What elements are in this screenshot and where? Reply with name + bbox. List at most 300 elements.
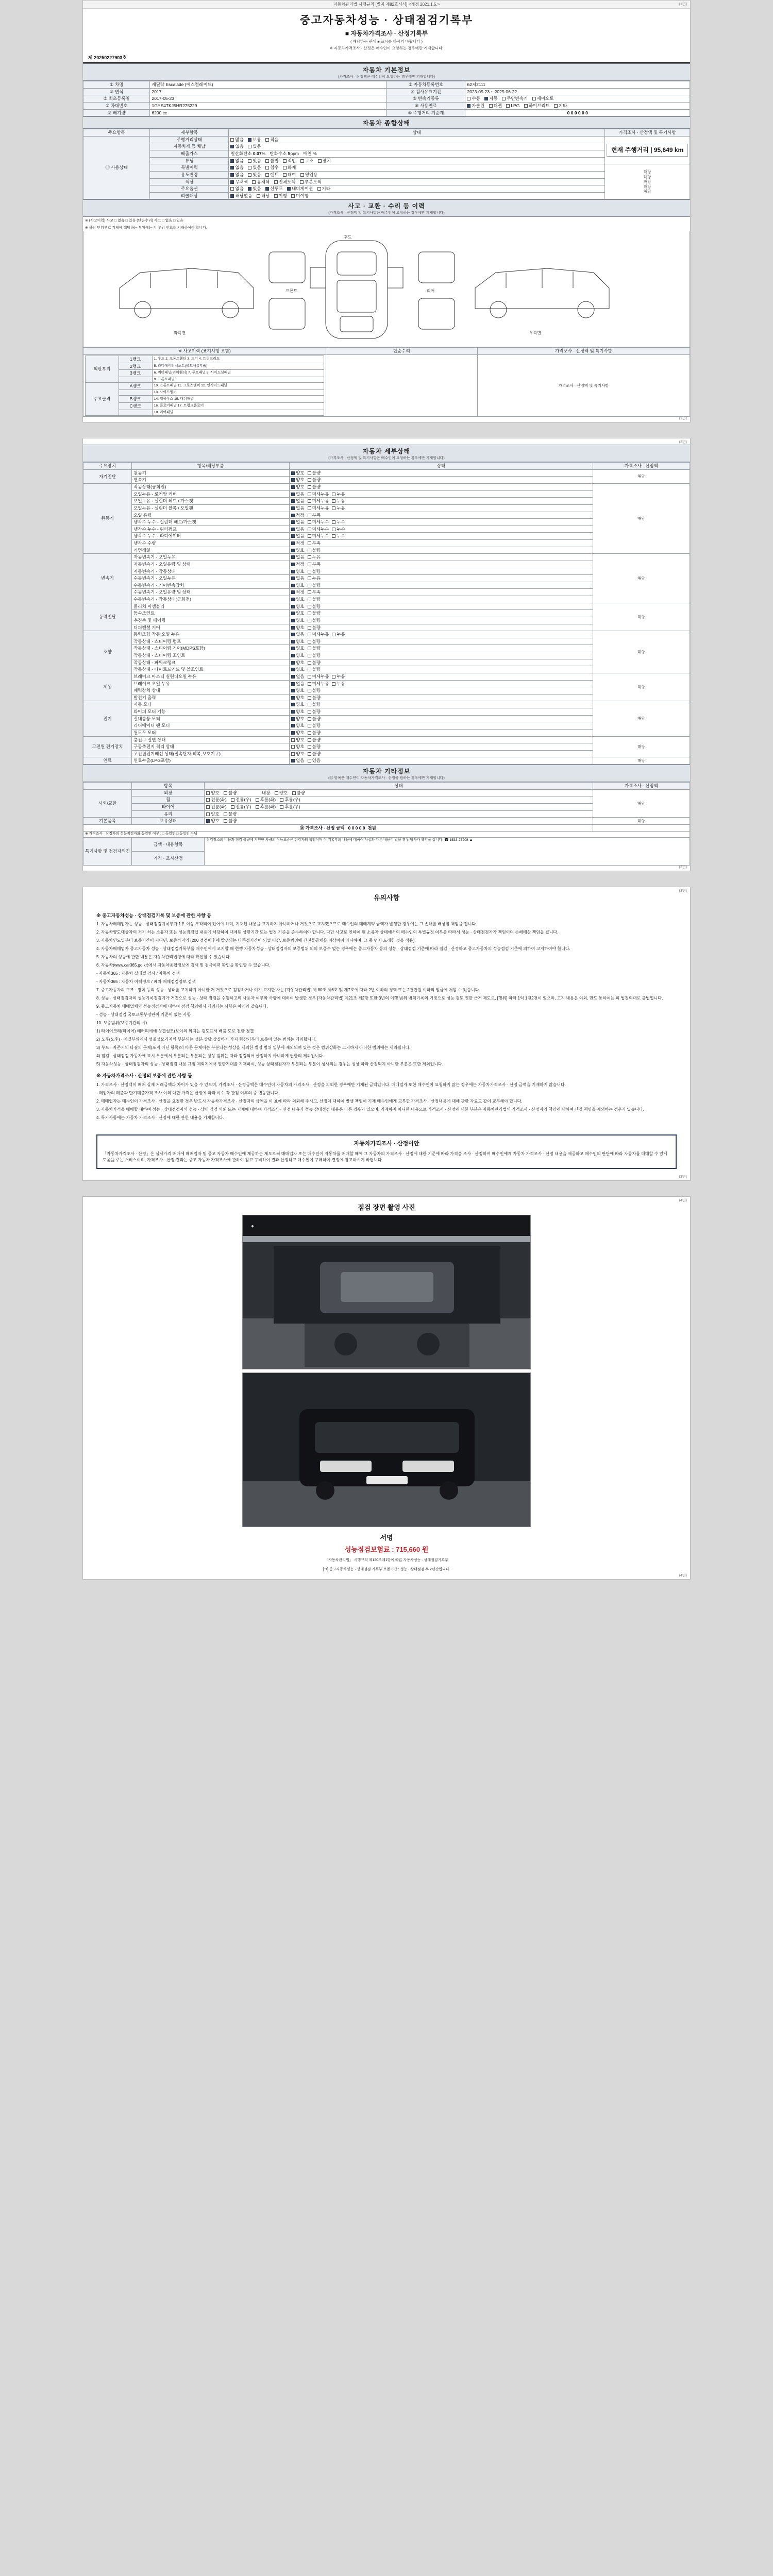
detail-opt-누수[interactable] [332, 519, 345, 525]
exterior-opt-bad[interactable]: 불량 [224, 790, 237, 796]
tuning-opt-exist[interactable]: 있음 [248, 158, 261, 164]
transmission-opt-semiauto[interactable]: 세미오토 [532, 96, 554, 101]
detail-opt-누수[interactable] [332, 527, 345, 532]
label-inspect-valid: ④ 검사유효기간 [386, 88, 465, 95]
detail-opt-누유[interactable] [332, 505, 345, 511]
tuning-sub-structure[interactable]: 구조 [300, 158, 313, 164]
accident-note-1: ※ (사고이력) 사고 □ 없음 □ 있음 (단순수리) 사고 □ 없음 □ 있음 [85, 219, 183, 223]
recall-sub-done[interactable]: 이행 [274, 193, 287, 199]
detail-opt-불량[interactable] [308, 646, 321, 651]
glass-opt-good[interactable]: 양호 [206, 811, 219, 817]
notice-item-13: 1) 타이어크래(타이어) 배터리에에 성결설모(보이의 외지는 검도표서 배출 도로 전한 청결 [96, 1029, 254, 1034]
glass-opt-bad[interactable]: 불량 [224, 811, 237, 817]
section-band-accident [83, 199, 690, 217]
checkbox-icon [308, 534, 311, 538]
tuning-sub-legal[interactable]: 적법 [283, 158, 296, 164]
detail-item-label: 브레이크 마스터 실린더오일 누유 [132, 673, 290, 680]
value-reg-no: 62저2111 [465, 81, 690, 89]
detail-opt-label: 누수 [337, 526, 345, 532]
usage-sub-commercial[interactable]: 영업용 [300, 172, 318, 178]
detail-opt-label: 누수 [337, 519, 345, 525]
detail-opt-미세누유[interactable] [308, 674, 329, 680]
checkbox-icon [308, 668, 311, 671]
detail-opt-label: 불량 [312, 638, 321, 644]
basic-opt-good[interactable]: 양호 [206, 818, 219, 824]
wheel-rr[interactable]: 후륜(우) [280, 797, 300, 803]
detail-opt-미세누유[interactable] [308, 505, 329, 511]
detail-item-options [290, 631, 593, 638]
detail-opt-양호[interactable] [291, 625, 304, 631]
detail-opt-누유[interactable] [332, 498, 345, 504]
detail-opt-불량[interactable] [308, 625, 321, 631]
checkbox-icon [256, 798, 259, 802]
col-price-note: 가격조사 · 산정액 및 특기사항 [605, 129, 690, 137]
detail-group-6: 전기 [83, 701, 132, 736]
detail-price-cell: 해당 [593, 757, 690, 765]
detail-opt-양호[interactable] [291, 653, 304, 658]
detail-opt-누유[interactable] [332, 681, 345, 687]
wheel-fl[interactable]: 전륜(좌) [206, 797, 226, 803]
detail-opt-label: 부족 [312, 561, 321, 567]
detail-item-label: 자동변속기 - 오일유량 및 상태 [132, 561, 290, 568]
checkbox-icon [291, 619, 295, 622]
label-odometer-std: ⑩ 주행거리 기준계 [386, 109, 465, 116]
detail-opt-없음[interactable] [291, 533, 304, 539]
detail-opt-미세누유[interactable] [308, 632, 329, 637]
mileage-opt-high[interactable]: 많음 [230, 137, 243, 143]
detail-opt-미세누유[interactable] [308, 492, 329, 497]
detail-item-options [290, 596, 593, 603]
options-opt-none[interactable]: 없음 [230, 186, 243, 192]
basic-item-label: 보유상태 [132, 818, 205, 825]
other-opts-wheel [205, 796, 593, 804]
detail-opt-부족[interactable] [308, 562, 321, 567]
tire-fl[interactable]: 전륜(좌) [206, 804, 226, 810]
checkbox-icon [291, 493, 295, 496]
tuning-opt-none[interactable]: 없음 [230, 158, 243, 164]
col-accident-price-note: 가격조사 · 산정액 및 특기사항 [478, 348, 690, 355]
detail-opt-양호[interactable] [291, 611, 304, 616]
notice-item-10: 9. 중고자동차 매매업체의 성능점검자에 대하여 점검 책임에서 제외되는 사항은 아래와 같습니다. [96, 1004, 268, 1009]
checkbox-icon [291, 647, 295, 650]
detail-opt-양호[interactable] [291, 695, 304, 701]
interior-opt-bad[interactable]: 불량 [292, 790, 305, 796]
tuning-sub-device[interactable]: 장치 [318, 158, 331, 164]
detail-opt-label: 불량 [312, 611, 321, 616]
detail-opt-없음[interactable] [291, 492, 304, 497]
detail-opt-label: 없음 [296, 632, 305, 637]
mileage-opt-low[interactable]: 적음 [265, 137, 278, 143]
checkbox-icon [332, 633, 335, 636]
detail-opt-없음[interactable] [291, 632, 304, 637]
checkbox-icon [308, 640, 311, 643]
detail-opt-불량[interactable] [308, 667, 321, 672]
detail-opt-없음[interactable] [291, 575, 304, 581]
wheel-rl[interactable]: 후륜(좌) [256, 797, 276, 803]
checkbox-icon [206, 819, 210, 823]
photo-2-graphic [243, 1373, 530, 1527]
checkbox-icon [291, 534, 295, 538]
detail-opt-label: 누수 [337, 533, 345, 539]
row-label-emission: 배출가스 [150, 150, 229, 158]
checkbox-icon [224, 812, 227, 816]
recall-sub-notdone[interactable]: 미이행 [291, 193, 309, 199]
detail-item-options [290, 547, 593, 554]
detail-opt-누유[interactable] [332, 674, 345, 680]
rank-items-a2: 13. 사이드멤버 [152, 389, 324, 395]
checkbox-icon [283, 166, 287, 170]
checkbox-icon [291, 605, 295, 608]
price-notice-item-2: 2. 매매업자는 매수인이 가격조사 · 산정을 요청한 경우 반드시 자동차가격조사 · 산정자의 금액을 이 표에 따라 의뢰해 주시고, 산정액 대하여 발생 책임이 기재 매수인에게 교부한 가격조사 · 산정내용에 대해 관한 자료도 같이 교부해야 합니다. [96, 1098, 523, 1104]
detail-item-label: 수동변속기 - 오일유량 및 상태 [132, 589, 290, 596]
detail-opt-label: 있음 [312, 758, 321, 764]
col-detail-price: 가격조사 · 산정액 [593, 463, 690, 470]
checkbox-icon [524, 104, 528, 108]
fuel-options [465, 102, 690, 109]
row-opts-mileage [229, 136, 605, 143]
photos-title: 점검 장면 촬영 사진 [358, 1203, 415, 1211]
detail-opt-적정[interactable] [291, 540, 304, 546]
mileage-opt-normal[interactable]: 보통 [248, 137, 261, 143]
page-corner-label-4: (4면) [679, 1198, 687, 1202]
detail-opt-불량[interactable] [308, 702, 321, 707]
detail-item-label: 오일누유 - 로커암 커버 [132, 490, 290, 498]
page-3 [82, 887, 691, 1181]
other-opts-glass [205, 810, 593, 818]
detail-opt-불량[interactable] [308, 653, 321, 658]
checkbox-icon [291, 506, 295, 510]
checkbox-icon [265, 187, 269, 191]
detail-opt-불량[interactable] [308, 618, 321, 623]
detail-opt-없음[interactable] [291, 527, 304, 532]
detail-item-label: 수동변속기 - 작동상태(공회전) [132, 596, 290, 603]
value-odometer-std: 0 0 0 0 0 0 [465, 109, 690, 116]
fuel-opt-lpg[interactable]: LPG [506, 103, 519, 109]
table-row [83, 484, 690, 491]
checkbox-icon [308, 633, 311, 636]
detail-opt-양호[interactable] [291, 646, 304, 651]
rank-label-3: 3랭크 [119, 370, 152, 377]
detail-item-options [290, 645, 593, 652]
detail-opt-미세누수[interactable] [308, 533, 329, 539]
recall-opt-yes[interactable]: 해당 [257, 193, 270, 199]
notice-item-1: 2. 자동차양도대상자의 거기 처는 소유자 또는 성능점검업 내용에 해당하여 대체된 상한기간 또는 법정 기준을 준수하여야 합니다. 다만 사고로 인하여 현 소유자 상태에서의 매수인의 특별규정 여부를 따라서 성능 · 상태점검자가 책임이며 손해배상 책임을 집니다. [96, 930, 559, 935]
detail-opt-양호[interactable] [291, 604, 304, 609]
rank-items-c2: 18. 리어패널 [152, 410, 324, 415]
detail-price-cell: 해당 [593, 469, 690, 483]
history-opt-exist[interactable]: 있음 [248, 165, 261, 171]
checkbox-icon [484, 97, 488, 100]
checkbox-icon [230, 138, 234, 142]
detail-opt-양호[interactable] [291, 477, 304, 483]
detail-opt-양호[interactable] [291, 688, 304, 693]
notice-body [83, 905, 690, 1128]
detail-item-label: 오일누유 - 실린더 헤드 / 가스켓 [132, 498, 290, 505]
detail-opt-label: 양호 [296, 617, 305, 623]
detail-opt-양호[interactable] [291, 597, 304, 602]
fuel-opt-diesel[interactable]: 디젤 [489, 103, 502, 109]
detail-opt-label: 양호 [296, 603, 305, 609]
detail-opt-누유[interactable] [308, 554, 321, 560]
detail-item-options [290, 701, 593, 708]
checkbox-icon [308, 570, 311, 573]
detail-opt-label: 양호 [296, 582, 305, 588]
page-footer-label-2: (2면) [679, 865, 687, 869]
detail-item-label: 오일누유 - 실린더 블록 / 오일팬 [132, 504, 290, 512]
special-note-text: 점검장소의 비용과 점검 불량에 기인한 차량의 성능보증은 점검자의 책임이며 이 기록부의 내용에 대하여 사실과 다른 내용이 있을 경우 당사가 책임을 집니다. ☎ 1533-27208 ▲ [205, 837, 690, 865]
checkbox-icon [291, 499, 295, 503]
detail-opt-미세누수[interactable] [308, 519, 329, 525]
section-title-detail: 자동차 세부상태 [362, 448, 411, 455]
color-opt-chromatic[interactable]: 유채색 [252, 179, 270, 185]
checkbox-icon [230, 145, 234, 148]
page-title: 중고자동차성능 · 상태점검기록부 [299, 14, 474, 26]
color-sub-full[interactable]: 전체도색 [274, 179, 296, 185]
checkbox-icon [274, 180, 278, 184]
detail-opt-양호[interactable] [291, 470, 304, 476]
detail-opt-양호[interactable] [291, 709, 304, 715]
price-survey-guide-body: 「자동차가격조사 · 산정」은 실제가격 매매에 매매업자 및 중고 자동차 매수인에 제공하는 제도로써 매매업자 또는 매수인이 자동차를 매매할 때에 그 자동차의 가격조사 · 산정에 대한 기준에 따라 가격을 조사 · 산정하여 매수인에게 자동차 가격조사 · 산정 내용을 제공하고 매수인의 판단에 따라 자동차를 매매할 수 있게 도움을 주는 서비스이며, 가격조사 · 산정 결과는 중고 자동차 가격조사에 관하여 참고 구비하여 결과 산정하고 매수인이 구매하여 결정에 참고하시기 바랍니다. [103, 1151, 667, 1163]
detail-opt-누유[interactable] [332, 632, 345, 637]
detail-opt-양호[interactable] [291, 618, 304, 623]
detail-opt-불량[interactable] [308, 583, 321, 588]
detail-opt-없음[interactable] [291, 554, 304, 560]
checkbox-icon [291, 675, 295, 679]
detail-opt-적정[interactable] [291, 589, 304, 595]
detail-item-label: 등속조인트 [132, 610, 290, 617]
checkbox-icon [230, 159, 234, 163]
detail-opt-불량[interactable] [308, 548, 321, 553]
detail-opt-미세누유[interactable] [308, 498, 329, 504]
detail-opt-양호[interactable] [291, 569, 304, 574]
checkbox-icon [291, 724, 295, 727]
section-band-other [83, 765, 690, 782]
detail-opt-양호[interactable] [291, 744, 304, 750]
inspection-insurance-fee: 성능점검보험료 : 715,660 원 [344, 1545, 429, 1553]
checkbox-icon [231, 798, 234, 802]
detail-opt-없음[interactable] [291, 505, 304, 511]
table-row [83, 631, 690, 638]
detail-opt-label: 불량 [312, 688, 321, 693]
usage-sub-rent[interactable]: 렌트 [265, 172, 278, 178]
detail-opt-양호[interactable] [291, 723, 304, 728]
color-opt-achromatic[interactable]: 무채색 [230, 179, 248, 185]
transmission-opt-auto[interactable]: 자동 [484, 96, 497, 101]
detail-item-options [290, 687, 593, 694]
detail-opt-양호[interactable] [291, 702, 304, 707]
checkbox-icon [300, 180, 304, 184]
detail-opt-label: 양호 [296, 709, 305, 715]
detail-opt-있음[interactable] [308, 758, 321, 764]
detail-item-label: 배력장치 상태 [132, 687, 290, 694]
detail-opt-부족[interactable] [308, 540, 321, 546]
tuning-sub-illegal[interactable]: 불법 [265, 158, 278, 164]
detail-opt-불량[interactable] [308, 737, 321, 743]
options-sub-etc[interactable]: 기타 [317, 186, 330, 192]
detail-opt-label: 양호 [296, 611, 305, 616]
detail-opt-불량[interactable] [308, 751, 321, 757]
detail-opt-불량[interactable] [308, 484, 321, 490]
checkbox-icon [274, 194, 278, 198]
detail-opt-불량[interactable] [308, 744, 321, 750]
price-note-placeholder-1: 해당 [643, 170, 651, 175]
detail-opt-적정[interactable] [291, 513, 304, 518]
detail-opt-부족[interactable] [308, 589, 321, 595]
checkbox-icon [308, 514, 311, 517]
checkbox-icon [280, 805, 283, 809]
detail-opt-미세누수[interactable] [308, 527, 329, 532]
detail-opt-양호[interactable] [291, 660, 304, 666]
rank-items-a: 10. 프론트패널 11. 크로스멤버 12. 인사이드패널 [152, 383, 324, 390]
detail-opt-없음[interactable] [291, 519, 304, 525]
tire-fr[interactable]: 전륜(우) [231, 804, 251, 810]
checkbox-icon [283, 159, 287, 163]
detail-opt-누수[interactable] [332, 533, 345, 539]
checkbox-icon [291, 717, 295, 721]
detail-opt-양호[interactable] [291, 751, 304, 757]
checkbox-icon [308, 541, 311, 545]
detail-item-options [290, 540, 593, 547]
detail-opt-누유[interactable] [308, 575, 321, 581]
detail-opt-양호[interactable] [291, 548, 304, 553]
fuel-opt-etc[interactable]: 기타 [554, 103, 567, 109]
detail-opt-불량[interactable] [308, 470, 321, 476]
checkbox-icon [206, 805, 210, 809]
checkbox-icon [308, 682, 311, 686]
detail-opt-불량[interactable] [308, 709, 321, 715]
row-opts-tuning [229, 157, 605, 164]
detail-opt-누유[interactable] [332, 492, 345, 497]
history-sub-flood[interactable]: 침수 [265, 165, 278, 171]
detail-opt-불량[interactable] [308, 723, 321, 728]
options-sub-navigation[interactable]: 내비게이션 [287, 186, 313, 192]
detail-item-options [290, 504, 593, 512]
document-header [83, 9, 690, 52]
detail-opt-양호[interactable] [291, 730, 304, 736]
detail-price-cell: 해당 [593, 554, 690, 603]
detail-opt-불량[interactable] [308, 477, 321, 483]
detail-item-label: 클러치 어셈블리 [132, 603, 290, 610]
checkbox-icon [291, 759, 295, 762]
detail-opt-양호[interactable] [291, 639, 304, 645]
fuel-opt-gasoline[interactable]: 가솔린 [467, 103, 484, 109]
tire-rl[interactable]: 후륜(좌) [256, 804, 276, 810]
group-outer-panel: 외판부위 [86, 356, 119, 383]
history-opt-none[interactable]: 없음 [230, 165, 243, 171]
detail-opt-미세누유[interactable] [308, 681, 329, 687]
svg-text:후드: 후드 [344, 235, 352, 240]
fuel-opt-hybrid[interactable]: 하이브리드 [524, 103, 550, 109]
checkbox-icon [265, 166, 269, 170]
checkbox-icon [252, 180, 256, 184]
detail-item-label: 수동변속기 - 오일누유 [132, 575, 290, 582]
row-label-mileage: 주행거리상태 [150, 136, 229, 143]
detail-opt-label: 양호 [296, 744, 305, 750]
detail-opt-양호[interactable] [291, 583, 304, 588]
detail-opt-label: 양호 [296, 723, 305, 728]
transmission-opt-manual[interactable]: 수동 [467, 96, 480, 101]
checkbox-icon [308, 738, 311, 742]
detail-opt-양호[interactable] [291, 716, 304, 722]
detail-opt-없음[interactable] [291, 681, 304, 687]
tax-opt-exist[interactable]: 있음 [248, 144, 261, 149]
detail-opt-불량[interactable] [308, 597, 321, 602]
usage-opt-exist[interactable]: 있음 [248, 172, 261, 178]
detail-opt-불량[interactable] [308, 611, 321, 616]
usage-sub-lease[interactable]: 대여 [283, 172, 296, 178]
wheel-fr[interactable]: 전륜(우) [231, 797, 251, 803]
detail-item-label: 발전기 출력 [132, 694, 290, 701]
recall-opt-na[interactable]: 해당없음 [230, 193, 252, 199]
group-main-frame: 주요골격 [86, 383, 119, 416]
accident-parts-cell [83, 355, 326, 417]
options-opt-exist[interactable]: 있음 [248, 186, 261, 192]
section-title-other: 자동차 기타정보 [362, 768, 411, 775]
detail-item-label: 라디에이터 팬 모터 [132, 722, 290, 730]
detail-opt-부족[interactable] [308, 513, 321, 518]
color-sub-partial[interactable]: 부분도색 [300, 179, 322, 185]
detail-opt-불량[interactable] [308, 716, 321, 722]
exterior-opt-good[interactable]: 양호 [206, 790, 219, 796]
detail-opt-불량[interactable] [308, 688, 321, 693]
table-row [83, 469, 690, 477]
emission-hc: 탄화수소 5ppm [270, 151, 299, 156]
usage-opt-none[interactable]: 없음 [230, 172, 243, 178]
interior-opt-good[interactable]: 양호 [275, 790, 288, 796]
detail-opt-양호[interactable] [291, 667, 304, 672]
price-notice-item-3: 3. 자동차가격을 매매할 대하여 성능 · 상태점검자의 성능 · 상태 점검 의뢰 또는 기재에 대하여 가격조사 · 산정 내용과 성능 상태점검 내용은 다른 경우가 있으며, 기재하지 아니한 내용으로 가격조사 · 산정에 대한 부분은 자동차관리법의 가격조사 · 산정자의 책임에 대하여 산정 책임을 제외하는 경우가 있습니다. [96, 1107, 644, 1112]
checkbox-icon [308, 626, 311, 630]
detail-opt-불량[interactable] [308, 604, 321, 609]
detail-opt-양호[interactable] [291, 737, 304, 743]
transmission-opt-cvt[interactable]: 무단변속기 [502, 96, 528, 101]
detail-group-8: 연료 [83, 757, 132, 765]
price-notice-item-1: - 매입자의 매출과 단기매출가격 조사 이외 대한 가격은 산정에 따라 여수 각 관점 이후의 중 변동합니다. [96, 1090, 280, 1095]
rank-label-1: 1랭크 [119, 356, 152, 363]
detail-item-label: 와이퍼 모터 기능 [132, 708, 290, 716]
tire-rr[interactable]: 후륜(우) [280, 804, 300, 810]
tax-opt-none[interactable]: 없음 [230, 144, 243, 149]
rank-items-1: 1. 후드 2. 프론트휀더 3. 도어 4. 트렁크리드 [152, 356, 324, 363]
basic-opt-bad[interactable]: 불량 [224, 818, 237, 824]
section-band-detail [83, 445, 690, 462]
col-main-item: 주요항목 [83, 129, 150, 137]
options-sub-sunroof[interactable]: 선루프 [265, 186, 283, 192]
history-sub-fire[interactable]: 화재 [283, 165, 296, 171]
section-band-overall [83, 116, 690, 129]
checkbox-icon [291, 752, 295, 756]
detail-opt-없음[interactable] [291, 498, 304, 504]
notice-title: 유의사항 [373, 893, 400, 902]
detail-opt-label: 불량 [312, 694, 321, 700]
detail-opt-불량[interactable] [308, 639, 321, 645]
detail-opt-없음[interactable] [291, 758, 304, 764]
detail-opt-적정[interactable] [291, 562, 304, 567]
detail-opt-불량[interactable] [308, 569, 321, 574]
signature-title: 서명 [380, 1533, 393, 1541]
detail-opt-없음[interactable] [291, 674, 304, 680]
detail-opt-불량[interactable] [308, 660, 321, 666]
checkbox-icon [308, 485, 311, 489]
detail-opt-양호[interactable] [291, 484, 304, 490]
other-price-cell [593, 789, 690, 818]
detail-opt-불량[interactable] [308, 730, 321, 736]
detail-item-options [290, 568, 593, 575]
detail-opt-불량[interactable] [308, 695, 321, 701]
detail-item-options [290, 673, 593, 680]
checkbox-icon [291, 528, 295, 531]
section-title-basic: 자동차 기본정보 [362, 66, 411, 74]
